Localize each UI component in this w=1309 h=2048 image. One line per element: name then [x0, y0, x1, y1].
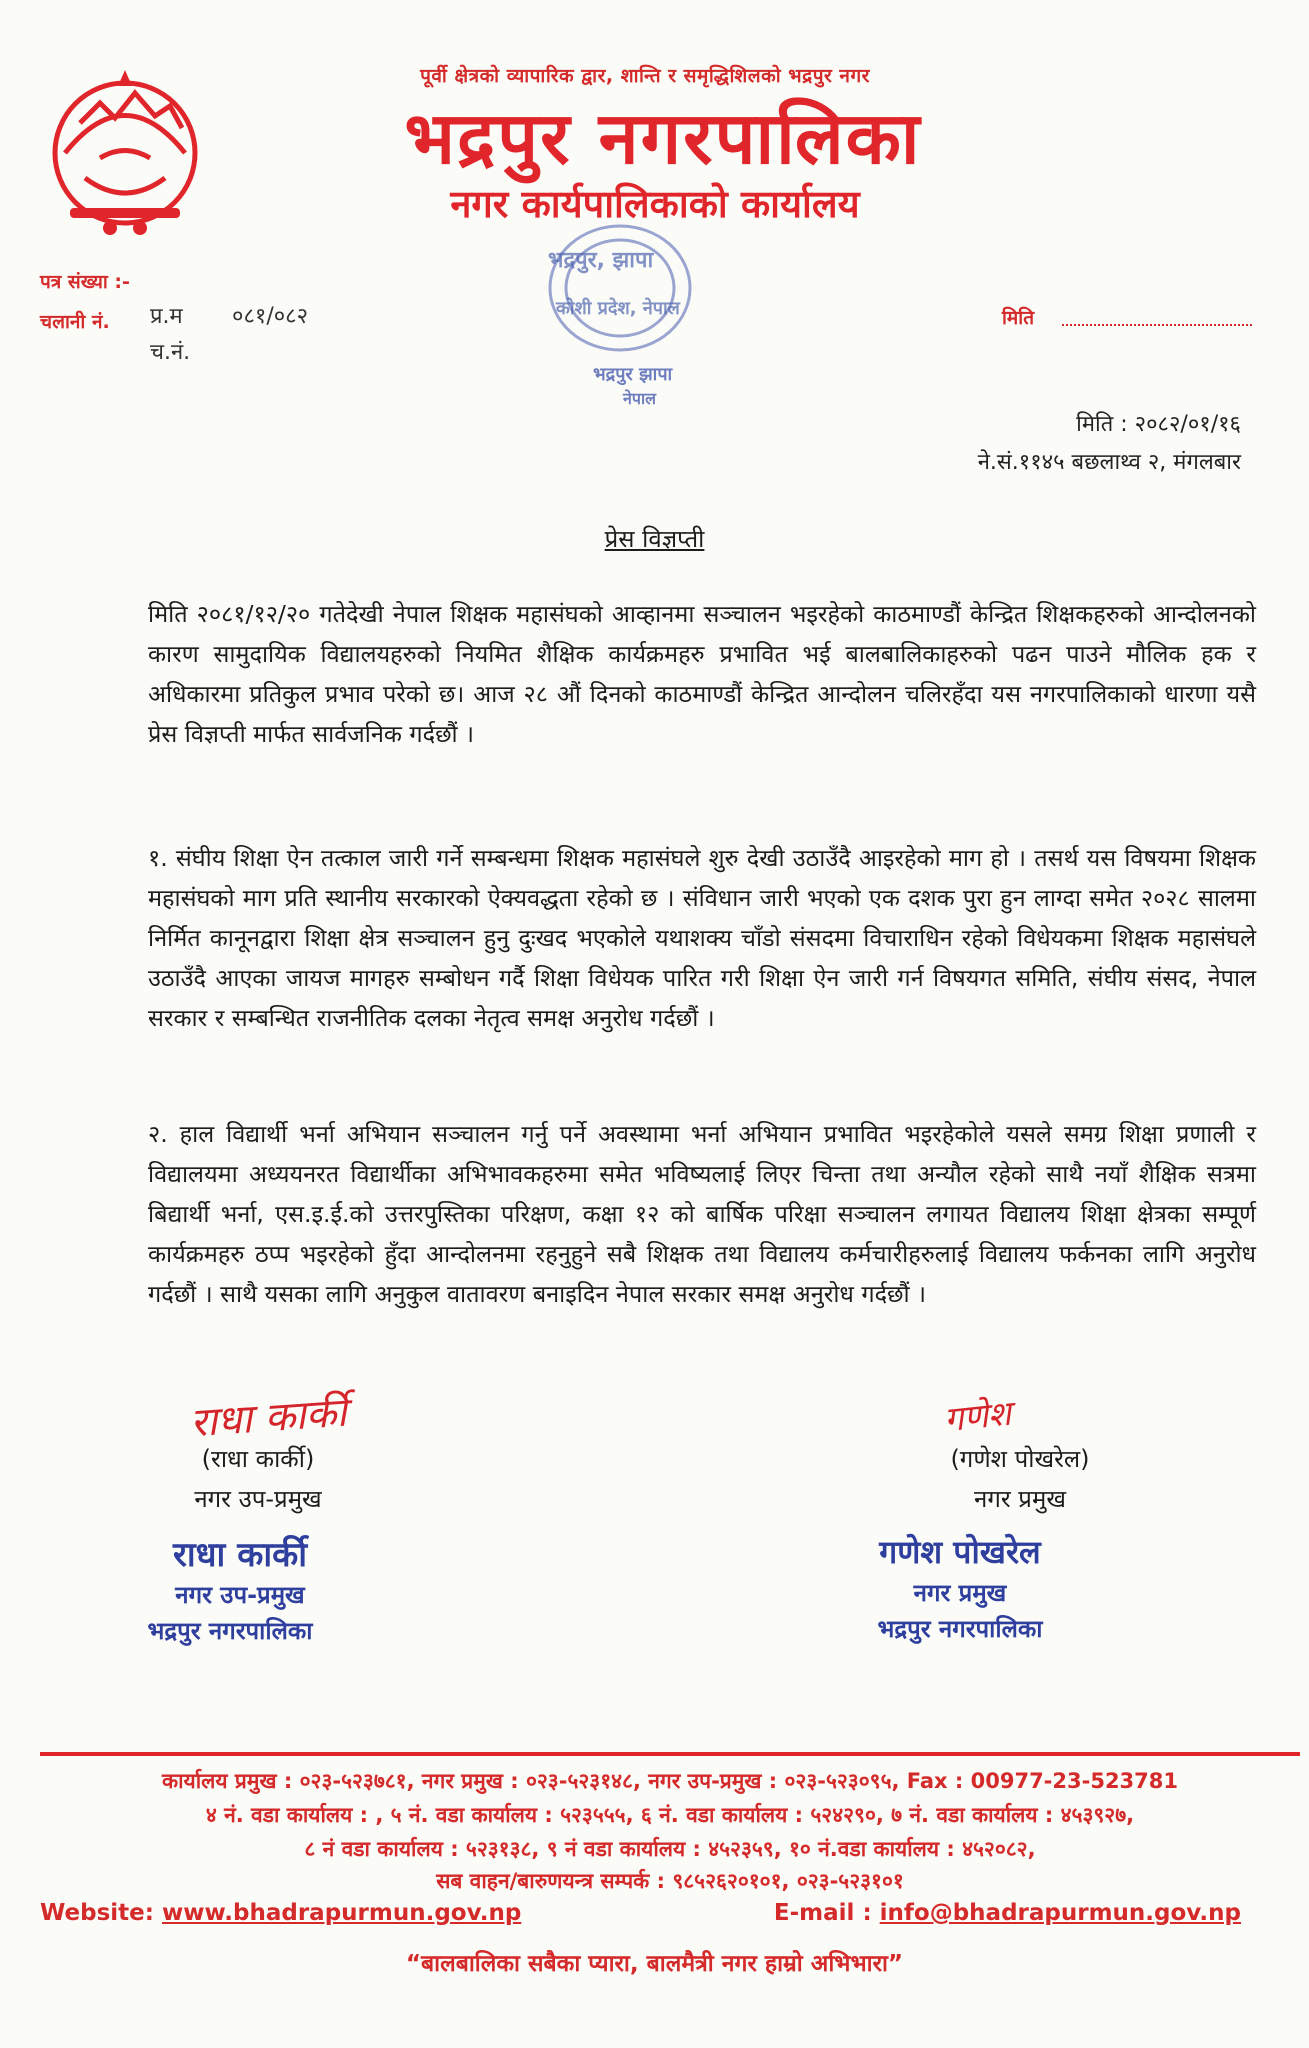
svg-text:भद्रपुर झापा: भद्रपुर झापा — [593, 364, 673, 385]
organization-name: भद्रपुर नगरपालिका — [404, 96, 922, 180]
footer-divider — [40, 1752, 1300, 1756]
mayor-title: नगर प्रमुख — [974, 1485, 1066, 1513]
mayor-signature: गणेश — [942, 1393, 1013, 1441]
dispatch-sub-label: च.नं. — [150, 340, 191, 365]
fiscal-year: ०८१/०८२ — [232, 304, 309, 329]
footer-email — [774, 1900, 1241, 1926]
document-date: मिति : २०८२/०१/१६ — [1076, 412, 1241, 437]
footer-phone-line-4: सब वाहन/बारुणयन्त्र सम्पर्क : ९८५२६२०१०१, ०२३-५२३१०१ — [436, 1869, 904, 1893]
office-name: नगर कार्यपालिकाको कार्यालय — [450, 182, 860, 226]
email-label: E-mail : — [773, 1900, 872, 1926]
letterhead-date-label: मिति — [1002, 307, 1035, 329]
letterhead-slogan: पूर्वी क्षेत्रको व्यापारिक द्वार, शान्ति र समृद्धिशिलको भद्रपुर नगर — [420, 65, 870, 87]
office-seal-stamp — [505, 208, 735, 418]
mayor-stamp-name: गणेश पोखरेल — [879, 1533, 1041, 1571]
deputy-mayor-stamp-org: भद्रपुर नगरपालिका — [147, 1617, 313, 1645]
svg-text:नेपाल: नेपाल — [623, 389, 656, 408]
footer-phone-line-1: कार्यालय प्रमुख : ०२३-५२३७८१, नगर प्रमुख : ०२३-५२३१४८, नगर उप-प्रमुख : ०२३-५२३०९५, Fax : 00977-23-523781 — [161, 1769, 1179, 1793]
reference-number-label: पत्र संख्या :- — [40, 271, 130, 293]
deputy-mayor-signature: राधा कार्की — [188, 1389, 349, 1447]
deputy-mayor-name: (राधा कार्की) — [201, 1445, 315, 1473]
date-fill-line — [1062, 324, 1252, 326]
website-link[interactable]: www.bhadrapurmun.gov.np — [162, 1900, 522, 1926]
office-place: भद्रपुर, झापा — [548, 248, 654, 273]
body-paragraph-point-1: १. संघीय शिक्षा ऐन तत्काल जारी गर्ने सम्बन्धमा शिक्षक महासंघले शुरु देखी उठाउँदै आइरहेको माग हो । तसर्थ यस विषयमा शिक्षक महासंघको माग प्रति स्थानीय सरकारको ऐक्यवद्धता रहेको छ । संविधान जारी भएको एक दशक पुरा हुन लाग्दा समेत २०२८ सालमा निर्मित कानूनद्वारा शिक्षा क्षेत्र सञ्चालन हुनु दुःखद भएकोले यथाशक्य चाँडो संसदमा विचाराधिन रहेको विधेयकमा शिक्षक महासंघले उठाउँदै आएका जायज मागहरु सम्बोधन गर्दै शिक्षा विधेयक पारित गरी शिक्षा ऐन जारी गर्न विषयगत समिति, संघीय संसद, नेपाल सरकार र सम्बन्धित राजनीतिक दलका नेतृत्व समक्ष अनुरोध गर्दछौं । — [148, 844, 1256, 1032]
document-subject: प्रेस विज्ञप्ती — [604, 525, 705, 553]
nepal-sambat-date: ने.सं.११४५ बछलाथ्व २, मंगलबार — [977, 450, 1241, 475]
reference-value: प्र.म — [150, 304, 183, 329]
website-label: Website: — [40, 1900, 154, 1926]
deputy-mayor-title: नगर उप-प्रमुख — [194, 1485, 322, 1513]
footer-motto: “बालबालिका सबैका प्यारा, बालमैत्री नगर हाम्रो अभिभारा” — [405, 1951, 904, 1977]
body-paragraph-intro: मिति २०८१/१२/२० गतेदेखी नेपाल शिक्षक महासंघको आव्हानमा सञ्चालन भइरहेको काठमाण्डौं केन्द्रित शिक्षकहरुको आन्दोलनको कारण सामुदायिक विद्यालयहरुको नियमित शैक्षिक कार्यक्रमहरु प्रभावित भई बालबालिकाहरुको पढन पाउने मौलिक हक र अधिकारमा प्रतिकुल प्रभाव परेको छ। आज २८ औं दिनको काठमाण्डौं केन्द्रित आन्दोलन चलिरहँदा यस नगरपालिकाको धारणा यसै प्रेस विज्ञप्ती मार्फत सार्वजनिक गर्दछौं । — [148, 600, 1256, 748]
email-link[interactable]: info@bhadrapurmun.gov.np — [879, 1900, 1241, 1926]
footer-phone-line-3: ८ नं वडा कार्यालय : ५२३१३८, ९ नं वडा कार्यालय : ४५२३५९, १० नं.वडा कार्यालय : ४५२०८२, — [304, 1837, 1036, 1861]
mayor-name: (गणेश पोखरेल) — [950, 1445, 1090, 1473]
deputy-mayor-stamp-title: नगर उप-प्रमुख — [175, 1581, 305, 1609]
nepal-emblem-logo — [40, 58, 210, 248]
deputy-mayor-stamp-name: राधा कार्की — [172, 1535, 308, 1575]
footer-website — [40, 1900, 521, 1926]
dispatch-number-label: चलानी नं. — [40, 311, 110, 333]
mayor-stamp-org: भद्रपुर नगरपालिका — [877, 1615, 1043, 1643]
footer-phone-line-2: ४ नं. वडा कार्यालय : , ५ नं. वडा कार्यालय : ५२३५५५, ६ नं. वडा कार्यालय : ५२४२९०, ७ नं. वडा कार्यालय : ४५३९२७, — [205, 1803, 1135, 1827]
body-paragraph-point-2: २. हाल विद्यार्थी भर्ना अभियान सञ्चालन गर्नु पर्ने अवस्थामा भर्ना अभियान प्रभावित भइरहेकोले यसले समग्र शिक्षा प्रणाली र विद्यालयमा अध्ययनरत विद्यार्थीका अभिभावकहरुमा समेत भविष्यलाई लिएर चिन्ता तथा अन्यौल रहेको साथै नयाँ शैक्षिक सत्रमा बिद्यार्थी भर्ना, एस.इ.ई.को उत्तरपुस्तिका परिक्षण, कक्षा १२ को बार्षिक परिक्षा सञ्चालन लगायत विद्यालय शिक्षा क्षेत्रका सम्पूर्ण कार्यक्रमहरु ठप्प भइरहेको हुँदा आन्दोलनमा रहनुहुने सबै शिक्षक तथा विद्यालय कर्मचारीहरुलाई विद्यालय फर्कनका लागि अनुरोध गर्दछौं । साथै यसका लागि अनुकुल वातावरण बनाइदिन नेपाल सरकार समक्ष अनुरोध गर्दछौं । — [148, 1120, 1256, 1308]
mayor-stamp-title: नगर प्रमुख — [913, 1579, 1007, 1607]
office-province: कोशी प्रदेश, नेपाल — [556, 298, 680, 319]
